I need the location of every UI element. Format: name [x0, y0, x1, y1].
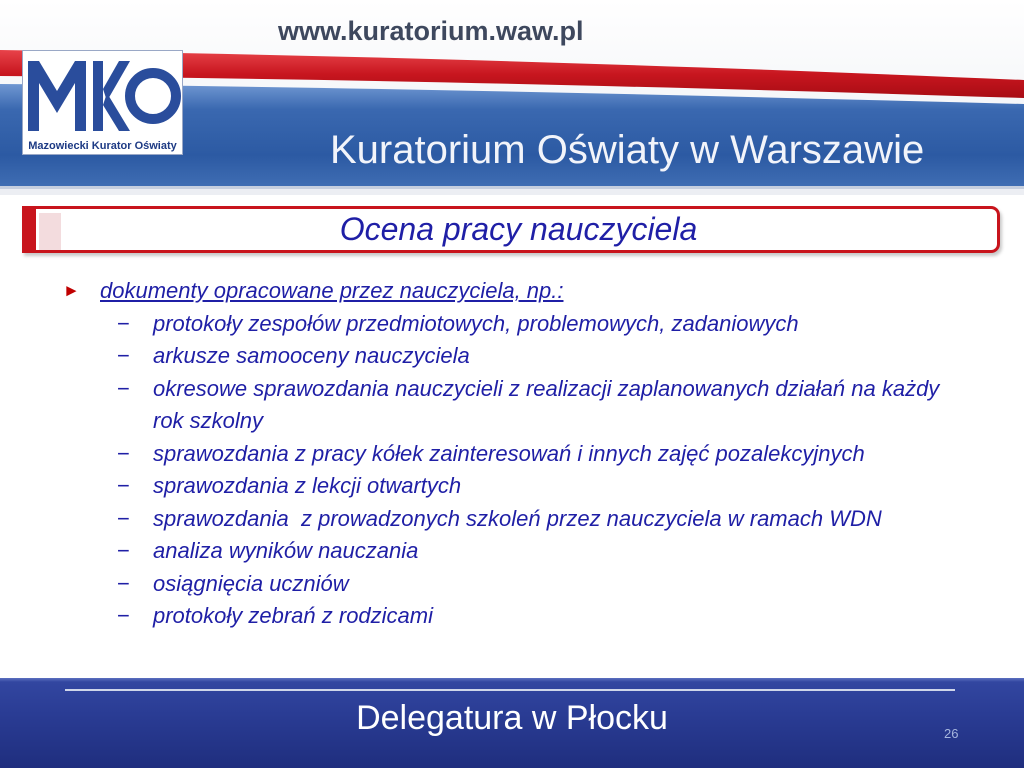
list-item	[117, 373, 958, 438]
list-item	[117, 503, 958, 536]
list-item	[117, 568, 958, 601]
title-box	[22, 206, 1000, 253]
mko-logo	[22, 50, 183, 155]
list-item	[117, 438, 958, 471]
list-item	[117, 340, 958, 373]
page-number: 26	[944, 726, 959, 741]
slide-content	[63, 275, 958, 633]
list-item	[117, 600, 958, 633]
lead-bullet	[63, 275, 958, 308]
list-item-text: protokoły zespołów przedmiotowych, problemowych, zadaniowych	[153, 310, 799, 336]
logo-letter-m	[28, 61, 86, 131]
slide-title: Ocena pracy nauczyciela	[339, 211, 698, 247]
list-item-text: sprawozdania z pracy kółek zainteresowań i innych zajęć pozalekcyjnych	[153, 440, 865, 466]
mko-logo-mark	[23, 51, 182, 137]
dash-icon: −	[117, 310, 130, 336]
dash-icon: −	[117, 473, 130, 498]
dash-icon: −	[117, 603, 130, 628]
list-item-text: okresowe sprawozdania nauczycieli z realizacji zaplanowanych działań na każdy rok szkolny	[153, 375, 946, 433]
institution-name: Kuratorium Oświaty w Warszawie	[330, 128, 925, 172]
footer-delegation: Delegatura w Płocku	[356, 699, 668, 737]
footer-band	[0, 678, 1024, 768]
list-item-text: sprawozdania z prowadzonych szkoleń przez nauczyciela w ramach WDN	[153, 505, 882, 531]
title-red-bar	[22, 206, 36, 253]
dash-icon: −	[117, 538, 130, 563]
list-item-text: sprawozdania z lekcji otwartych	[153, 473, 462, 498]
dash-icon: −	[117, 375, 130, 401]
list-item-text: osiągnięcia uczniów	[153, 570, 349, 596]
list-item-text: analiza wyników nauczania	[153, 538, 419, 563]
dash-icon: −	[117, 570, 130, 596]
list-item-text: arkusze samooceny nauczyciela	[153, 343, 470, 368]
footer-rule	[65, 689, 955, 691]
list-item-text: protokoły zebrań z rodzicami	[153, 603, 434, 628]
logo-letter-o	[130, 73, 176, 119]
lead-bullet-text: dokumenty opracowane przez nauczyciela, np.:	[100, 278, 564, 303]
website-url: www.kuratorium.waw.pl	[278, 16, 584, 46]
document-list	[63, 308, 958, 633]
header-bottom-rule	[0, 186, 1024, 189]
dash-icon: −	[117, 440, 130, 466]
logo-letter-k-stem	[93, 61, 103, 131]
dash-icon: −	[117, 343, 130, 368]
list-item	[117, 535, 958, 568]
list-item	[117, 308, 958, 341]
dash-icon: −	[117, 505, 130, 531]
triangle-right-icon: ►	[63, 281, 80, 300]
logo-caption: Mazowiecki Kurator Oświaty	[28, 140, 177, 152]
list-item	[117, 470, 958, 503]
